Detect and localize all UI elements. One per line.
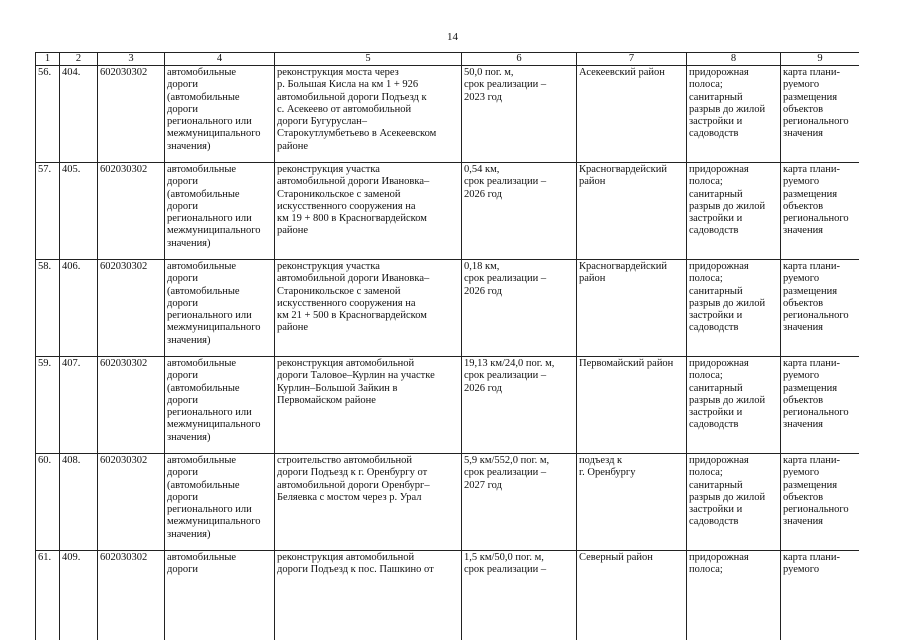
map-reference: карта плани- руемого размещения объектов регионального значения — [781, 163, 860, 260]
object-type: автомобильные дороги (автомобильные дороги регионального или межмуниципального значения) — [165, 66, 275, 163]
object-number: 408. — [60, 454, 98, 551]
object-number: 404. — [60, 66, 98, 163]
zone-characteristics: придорожная полоса; — [687, 551, 781, 640]
header-cell: 3 — [98, 53, 165, 66]
header-cell: 4 — [165, 53, 275, 66]
object-description: реконструкция участка автомобильной дороги Ивановка– Староникольское с заменой искусственного сооружения на км 21 + 500 в Красногвардейском районе — [275, 260, 462, 357]
table-row — [36, 260, 860, 357]
table-row — [36, 66, 860, 163]
page-number: 14 — [447, 31, 458, 43]
object-code: 602030302 — [98, 163, 165, 260]
map-reference: карта плани- руемого размещения объектов регионального значения — [781, 454, 860, 551]
object-code: 602030302 — [98, 260, 165, 357]
object-number: 406. — [60, 260, 98, 357]
row-number: 56. — [36, 66, 60, 163]
object-code: 602030302 — [98, 66, 165, 163]
object-characteristics: 19,13 км/24,0 пог. м, срок реализации – 2026 год — [462, 357, 577, 454]
object-type: автомобильные дороги (автомобильные дороги регионального или межмуниципального значения) — [165, 163, 275, 260]
header-row — [36, 53, 860, 66]
object-characteristics: 50,0 пог. м, срок реализации – 2023 год — [462, 66, 577, 163]
header-cell: 5 — [275, 53, 462, 66]
object-type: автомобильные дороги (автомобильные дороги регионального или межмуниципального значения) — [165, 454, 275, 551]
zone-characteristics: придорожная полоса; санитарный разрыв до жилой застройки и садоводств — [687, 260, 781, 357]
object-characteristics: 0,54 км, срок реализации – 2026 год — [462, 163, 577, 260]
object-location: Асекеевский район — [577, 66, 687, 163]
header-cell: 9 — [781, 53, 860, 66]
document-table-container — [35, 52, 859, 640]
object-description: строительство автомобильной дороги Подъезд к г. Оренбургу от автомобильной дороги Оренбург– Беляевка с мостом через р. Урал — [275, 454, 462, 551]
map-reference: карта плани- руемого размещения объектов регионального значения — [781, 357, 860, 454]
object-location: Первомайский район — [577, 357, 687, 454]
header-cell: 8 — [687, 53, 781, 66]
object-description: реконструкция моста через р. Большая Кисла на км 1 + 926 автомобильной дороги Подъезд к с. Асекеево от автомобильной дороги Бугуруслан– Старокутлумбетьево в Асекеевском районе — [275, 66, 462, 163]
row-number: 59. — [36, 357, 60, 454]
object-code: 602030302 — [98, 454, 165, 551]
planning-objects-table — [35, 52, 859, 640]
object-characteristics: 5,9 км/552,0 пог. м, срок реализации – 2027 год — [462, 454, 577, 551]
table-row — [36, 454, 860, 551]
header-cell: 1 — [36, 53, 60, 66]
table-row — [36, 163, 860, 260]
object-number: 405. — [60, 163, 98, 260]
object-location: подъезд к г. Оренбургу — [577, 454, 687, 551]
table-row — [36, 551, 860, 640]
header-cell: 2 — [60, 53, 98, 66]
object-code: 602030302 — [98, 551, 165, 640]
map-reference: карта плани- руемого размещения объектов регионального значения — [781, 260, 860, 357]
object-location: Красногвардейский район — [577, 260, 687, 357]
object-code: 602030302 — [98, 357, 165, 454]
object-number: 409. — [60, 551, 98, 640]
zone-characteristics: придорожная полоса; санитарный разрыв до жилой застройки и садоводств — [687, 66, 781, 163]
object-location: Северный район — [577, 551, 687, 640]
object-characteristics: 0,18 км, срок реализации – 2026 год — [462, 260, 577, 357]
row-number: 57. — [36, 163, 60, 260]
object-type: автомобильные дороги — [165, 551, 275, 640]
zone-characteristics: придорожная полоса; санитарный разрыв до жилой застройки и садоводств — [687, 454, 781, 551]
zone-characteristics: придорожная полоса; санитарный разрыв до жилой застройки и садоводств — [687, 163, 781, 260]
object-description: реконструкция автомобильной дороги Подъезд к пос. Пашкино от — [275, 551, 462, 640]
object-type: автомобильные дороги (автомобильные дороги регионального или межмуниципального значения) — [165, 357, 275, 454]
zone-characteristics: придорожная полоса; санитарный разрыв до жилой застройки и садоводств — [687, 357, 781, 454]
header-cell: 6 — [462, 53, 577, 66]
map-reference: карта плани- руемого — [781, 551, 860, 640]
object-location: Красногвардейский район — [577, 163, 687, 260]
object-type: автомобильные дороги (автомобильные дороги регионального или межмуниципального значения) — [165, 260, 275, 357]
object-description: реконструкция автомобильной дороги Таловое–Курлин на участке Курлин–Большой Зайкин в Первомайском районе — [275, 357, 462, 454]
object-description: реконструкция участка автомобильной дороги Ивановка– Староникольское с заменой искусственного сооружения на км 19 + 800 в Красногвардейском районе — [275, 163, 462, 260]
object-characteristics: 1,5 км/50,0 пог. м, срок реализации – — [462, 551, 577, 640]
object-number: 407. — [60, 357, 98, 454]
row-number: 60. — [36, 454, 60, 551]
row-number: 61. — [36, 551, 60, 640]
table-row — [36, 357, 860, 454]
map-reference: карта плани- руемого размещения объектов регионального значения — [781, 66, 860, 163]
header-cell: 7 — [577, 53, 687, 66]
row-number: 58. — [36, 260, 60, 357]
